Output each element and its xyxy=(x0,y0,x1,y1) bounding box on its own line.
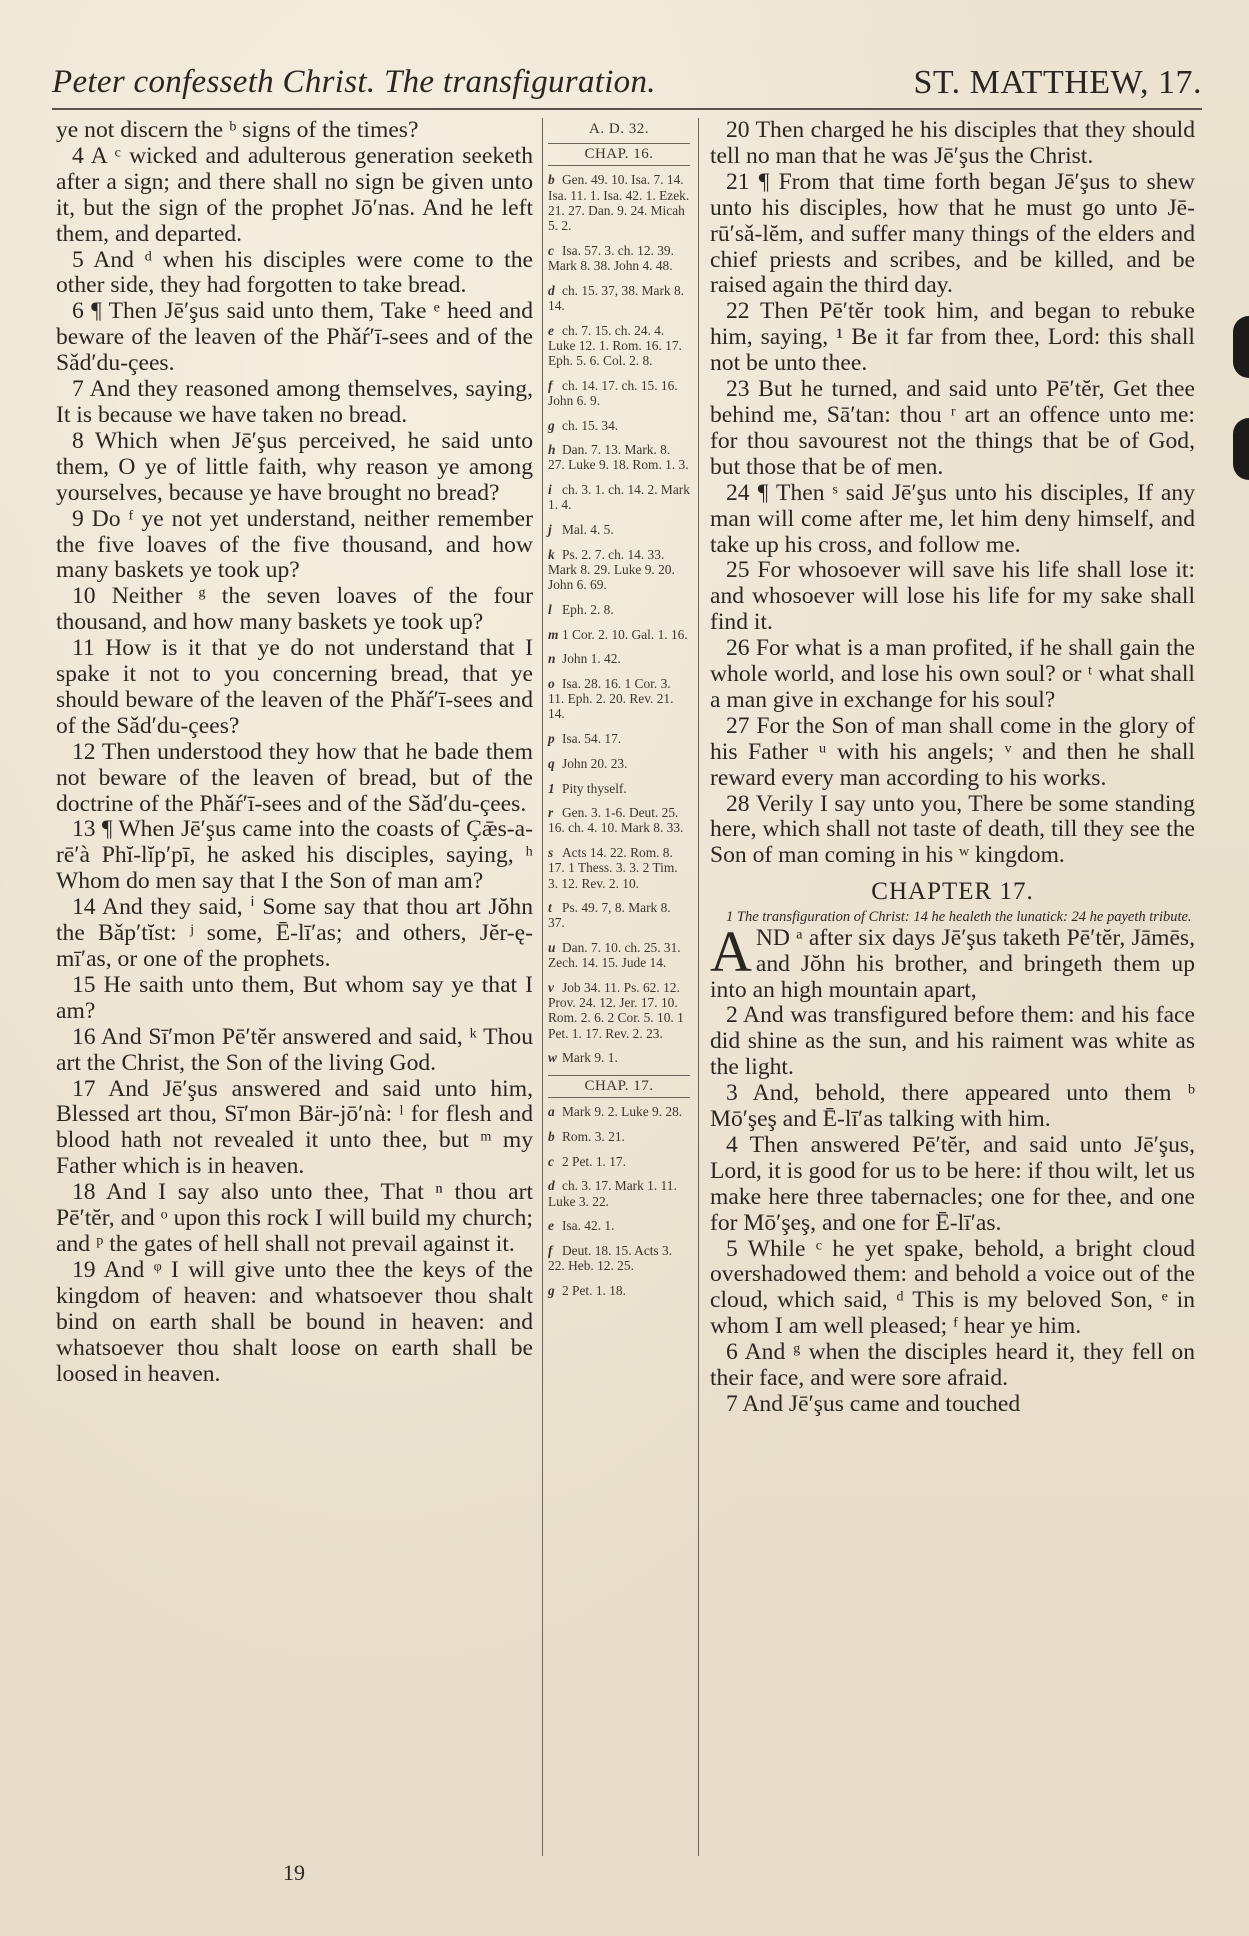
cross-reference-citation: John 20. 23. xyxy=(562,755,628,771)
cross-reference-citation: Rom. 3. 21. xyxy=(562,1128,625,1144)
cross-reference-letter: e xyxy=(548,1218,554,1234)
cross-reference-citation: ch. 3. 1. ch. 14. 2. Mark 1. 4. xyxy=(548,482,690,513)
left-text-column xyxy=(56,118,533,1387)
cross-reference-citation: Mal. 4. 5. xyxy=(562,522,614,538)
cross-reference-letter: b xyxy=(548,172,555,188)
cross-reference xyxy=(548,900,690,930)
verse-paragraph: 5 While ᶜ he yet spake, behold, a bright cloud overshadowed them: and behold a voice out of the cloud, which said, ᵈ This is my beloved Son, ᵉ in whom I am well pleased; ᶠ hear ye him. xyxy=(710,1235,1195,1340)
drop-cap: A xyxy=(710,918,752,984)
cross-reference xyxy=(548,1243,690,1273)
cross-reference xyxy=(548,940,690,970)
cross-reference xyxy=(548,418,690,433)
first-verse-text: ND ᵃ after six days Jē′şus taketh Pē′tĕr, Jāmēs, and Jŏhn his brother, and bringeth them up into an high mountain apart, xyxy=(710,924,1195,1003)
cross-reference-column xyxy=(548,118,690,1308)
cross-reference-citation: Ps. 49. 7, 8. Mark 8. 37. xyxy=(548,900,671,931)
cross-reference-letter: h xyxy=(548,442,556,458)
cross-reference xyxy=(548,756,690,771)
cross-reference xyxy=(548,676,690,722)
verse-paragraph: 7 And Jē′şus came and touched xyxy=(726,1391,1021,1417)
cross-reference-citation: Mark 9. 2. Luke 9. 28. xyxy=(562,1104,683,1120)
verse-paragraph: 6 And ᵍ when the disciples heard it, they fell on their face, and were sore afraid. xyxy=(710,1339,1195,1392)
cross-reference-letter: t xyxy=(548,900,552,916)
verse-paragraph: 10 Neither ᵍ the seven loaves of the four thousand, and how many baskets ye took up? xyxy=(56,583,533,636)
cross-reference-letter: g xyxy=(548,1282,555,1298)
cross-reference xyxy=(548,627,690,642)
verse-paragraph: 25 For whosoever will save his life shall lose it: and whosoever will lose his life for my sake shall find it. xyxy=(710,557,1195,636)
verse-paragraph: 9 Do ᶠ ye not yet understand, neither remember the five loaves of the five thousand, and how many baskets ye took up? xyxy=(56,505,533,584)
verse-paragraph: 8 Which when Jē′şus perceived, he said unto them, O ye of little faith, why reason ye among yourselves, because ye have brought no bread? xyxy=(56,427,533,506)
verse-paragraph: 24 ¶ Then ˢ said Jē′şus unto his disciples, If any man will come after me, let him deny himself, and take up his cross, and follow me. xyxy=(710,479,1195,558)
cross-reference-letter: f xyxy=(548,377,553,393)
verse-paragraph: 4 Then answered Pē′tĕr, and said unto Jē′şus, Lord, it is good for us to be here: if thou wilt, let us make here three tabernacles; one for thee, and one for Mō′şeş, and one for Ē-lī′as. xyxy=(710,1131,1195,1236)
cross-reference-citation: Deut. 18. 15. Acts 3. 22. Heb. 12. 25. xyxy=(548,1242,673,1274)
margin-chapter-17-label: CHAP. 17. xyxy=(548,1075,690,1098)
verse-paragraph: 2 And was transfigured before them: and his face did shine as the sun, and his raiment was white as the light. xyxy=(710,1002,1195,1081)
running-head xyxy=(52,64,1202,110)
chapter-summary: 1 The transfiguration of Christ: 14 he healeth the lunatick: 24 he payeth tribute. xyxy=(726,909,1192,926)
verse-paragraph: 15 He saith unto them, But whom say ye that I am? xyxy=(56,971,533,1024)
cross-reference-citation: Isa. 57. 3. ch. 12. 39. Mark 8. 38. John 4. 48. xyxy=(548,242,674,273)
verse-paragraph: 13 ¶ When Jē′şus came into the coasts of Çǣs-a-rē′à Phĭ-lĭp′pī, he asked his disciples, saying, ʰ Whom do men say that I the Son of man am? xyxy=(56,816,533,895)
margin-refs-17 xyxy=(548,1104,690,1298)
cross-reference-letter: c xyxy=(548,1153,554,1169)
cross-reference-citation: Ps. 2. 7. ch. 14. 33. Mark 8. 29. Luke 9. 20. John 6. 69. xyxy=(548,546,675,593)
verse-paragraph: 18 And I say also unto thee, That ⁿ thou art Pē′tĕr, and ᵒ upon this rock I will build my church; and ᵖ the gates of hell shall not prevail against it. xyxy=(56,1179,533,1257)
cross-reference-citation: Gen. 3. 1-6. Deut. 25. 16. ch. 4. 10. Mark 8. 33. xyxy=(548,805,684,836)
cross-reference xyxy=(548,283,690,313)
cross-reference-letter: b xyxy=(548,1128,555,1144)
cross-reference xyxy=(548,1218,690,1233)
cross-reference xyxy=(548,1154,690,1169)
cross-reference xyxy=(548,482,690,512)
cross-reference xyxy=(548,1104,690,1119)
verse-paragraph: 27 For the Son of man shall come in the glory of his Father ᵘ with his angels; ᵛ and then he shall reward every man according to his works. xyxy=(710,712,1195,791)
cross-reference-citation: ch. 15. 37, 38. Mark 8. 14. xyxy=(548,282,684,313)
thumb-index-tab-lower xyxy=(1233,418,1249,480)
cross-reference-citation: Acts 14. 22. Rom. 8. 17. 1 Thess. 3. 3. 2 Tim. 3. 12. Rev. 2. 10. xyxy=(548,845,678,891)
cross-reference xyxy=(548,1050,690,1065)
verse-paragraph: 16 And Sī′mon Pē′tĕr answered and said, ᵏ Thou art the Christ, the Son of the living God. xyxy=(56,1023,533,1076)
cross-reference-citation: 2 Pet. 1. 18. xyxy=(562,1282,626,1298)
cross-reference xyxy=(548,172,690,233)
chapter-heading: CHAPTER 17. xyxy=(871,878,1034,906)
cross-reference-letter: e xyxy=(548,322,554,338)
cross-reference xyxy=(548,781,690,796)
cross-reference-citation: 1 Cor. 2. 10. Gal. 1. 16. xyxy=(562,626,688,642)
cross-reference-citation: ch. 7. 15. ch. 24. 4. Luke 12. 1. Rom. 16. 17. Eph. 5. 6. Col. 2. 8. xyxy=(548,322,682,368)
cross-reference-citation: Eph. 2. 8. xyxy=(562,601,614,617)
cross-reference-letter: d xyxy=(548,1178,555,1194)
cross-reference-letter: a xyxy=(548,1104,555,1120)
cross-reference-letter: p xyxy=(548,731,555,747)
running-head-right: ST. MATTHEW, 17. xyxy=(913,64,1202,101)
cross-reference xyxy=(548,602,690,617)
cross-reference xyxy=(548,805,690,835)
right-text-column xyxy=(710,118,1195,1418)
verse-paragraph: 21 ¶ From that time forth began Jē′şus to shew unto his disciples, how that he must go unto Jē-rū′sǎ-lĕm, and suffer many things of the elders and chief priests and scribes, and be killed, and be raised again the third day. xyxy=(710,168,1195,299)
cross-reference-citation: Job 34. 11. Ps. 62. 12. Prov. 24. 12. Jer. 17. 10. Rom. 2. 6. 2 Cor. 5. 10. 1 Pet. 1. 17. Rev. 2. 23. xyxy=(548,980,684,1041)
cross-reference-letter: g xyxy=(548,417,555,433)
cross-reference-citation: Mark 9. 1. xyxy=(562,1050,618,1066)
verse-paragraph: 4 A ᶜ wicked and adulterous generation seeketh after a sign; and there shall no sign be given unto it, but the sign of the prophet Jō′nas. And he left them, and departed. xyxy=(56,142,533,247)
page-number: 19 xyxy=(283,1860,305,1885)
cross-reference-letter: s xyxy=(548,845,554,861)
verse-paragraph: 3 And, behold, there appeared unto them ᵇ Mō′şeş and Ē-lī′as talking with him. xyxy=(710,1080,1195,1133)
cross-reference-citation: Isa. 54. 17. xyxy=(562,731,622,747)
cross-reference-letter: k xyxy=(548,546,555,562)
running-head-left: Peter confesseth Christ. The transfiguration. xyxy=(52,64,656,100)
cross-reference-letter: j xyxy=(548,522,552,538)
cross-reference-letter: m xyxy=(548,626,559,642)
cross-reference-citation: Isa. 42. 1. xyxy=(562,1218,615,1234)
cross-reference-letter: f xyxy=(548,1242,553,1258)
cross-reference-letter: o xyxy=(548,675,555,691)
cross-reference xyxy=(548,1283,690,1298)
cross-reference-letter: v xyxy=(548,980,554,996)
margin-refs-16 xyxy=(548,172,690,1065)
cross-reference-citation: John 1. 42. xyxy=(562,651,621,667)
verse-paragraph: 6 ¶ Then Jē′şus said unto them, Take ᵉ heed and beware of the leaven of the Phǎŕ′ī-sees and of the Sǎd′du-çees. xyxy=(56,298,533,377)
cross-reference xyxy=(548,651,690,666)
cross-reference xyxy=(548,1178,690,1208)
cross-reference xyxy=(548,522,690,537)
right-verses-ch17 xyxy=(710,1003,1195,1418)
cross-reference xyxy=(548,980,690,1041)
cross-reference-citation: ch. 3. 17. Mark 1. 11. Luke 3. 22. xyxy=(548,1178,677,1209)
column-rule-left xyxy=(542,118,543,1856)
verse-paragraph: 7 And they reasoned among themselves, saying, It is because we have taken no bread. xyxy=(56,376,533,428)
verse-paragraph: 12 Then understood they how that he bade them not beware of the leaven of bread, but of the doctrine of the Phǎŕ′ī-sees and of the Sǎd′du-çees. xyxy=(56,738,533,817)
cross-reference xyxy=(548,378,690,408)
cross-reference-citation: 2 Pet. 1. 17. xyxy=(562,1153,626,1169)
chapter-first-verse xyxy=(710,918,1195,1004)
verse-paragraph: 17 And Jē′şus answered and said unto him, Blessed art thou, Sī′mon Bär-jō′nà: ˡ for flesh and blood hath not revealed it unto thee, but ᵐ my Father which is in heaven. xyxy=(56,1075,533,1180)
verse-paragraph: 28 Verily I say unto you, There be some standing here, which shall not taste of death, till they see the Son of man coming in his ʷ kingdom. xyxy=(710,790,1195,869)
cross-reference xyxy=(548,845,690,891)
verse-paragraph: ye not discern the ᵇ signs of the times? xyxy=(56,117,419,143)
cross-reference-letter: u xyxy=(548,940,556,956)
cross-reference xyxy=(548,547,690,593)
cross-reference-citation: ch. 14. 17. ch. 15. 16. John 6. 9. xyxy=(548,377,678,408)
verse-paragraph: 11 How is it that ye do not understand that I spake it not to you concerning bread, that ye should beware of the leaven of the Phǎŕ′ī-sees and of the Sǎd′du-çees? xyxy=(56,635,533,739)
cross-reference-letter: r xyxy=(548,805,554,821)
cross-reference-letter: d xyxy=(548,282,555,298)
right-verses-ch16 xyxy=(710,118,1195,869)
verse-paragraph: 22 Then Pē′tĕr took him, and began to rebuke him, saying, ¹ Be it far from thee, Lord: this shall not be unto thee. xyxy=(710,298,1195,377)
verse-paragraph: 23 But he turned, and said unto Pē′tĕr, Get thee behind me, Sā′tan: thou ʳ art an offence unto me: for thou savourest not the things that be of God, but those that be of men. xyxy=(710,376,1195,480)
cross-reference-citation: Dan. 7. 10. ch. 25. 31. Zech. 14. 15. Jude 14. xyxy=(548,940,681,971)
verse-paragraph: 26 For what is a man profited, if he shall gain the whole world, and lose his own soul? or ᵗ what shall a man give in exchange for his soul? xyxy=(710,635,1195,713)
verse-paragraph: 20 Then charged he his disciples that they should tell no man that he was Jē′şus the Christ. xyxy=(710,117,1195,169)
cross-reference-letter: n xyxy=(548,651,556,667)
cross-reference xyxy=(548,323,690,369)
margin-year: A. D. 32. xyxy=(589,121,649,137)
column-rule-right xyxy=(698,118,699,1856)
cross-reference-citation: Pity thyself. xyxy=(562,780,627,796)
margin-chapter-16-label: CHAP. 16. xyxy=(548,143,690,166)
cross-reference-letter: q xyxy=(548,755,555,771)
cross-reference xyxy=(548,243,690,273)
cross-reference xyxy=(548,1129,690,1144)
cross-reference-letter: c xyxy=(548,242,554,258)
cross-reference-citation: ch. 15. 34. xyxy=(562,417,619,433)
cross-reference-letter: 1 xyxy=(548,780,555,796)
cross-reference xyxy=(548,731,690,746)
thumb-index-tab-upper xyxy=(1233,316,1249,378)
cross-reference-citation: Gen. 49. 10. Isa. 7. 14. Isa. 11. 1. Isa. 42. 1. Ezek. 21. 27. Dan. 9. 24. Micah 5. 2. xyxy=(548,172,690,234)
cross-reference-letter: w xyxy=(548,1050,557,1066)
cross-reference xyxy=(548,442,690,472)
verse-paragraph: 14 And they said, ⁱ Some say that thou art Jŏhn the Bǎp′tĭst: ʲ some, Ē-lī′as; and others, Jĕr-ę-mī′as, or one of the prophets. xyxy=(56,894,533,972)
cross-reference-citation: Dan. 7. 13. Mark. 8. 27. Luke 9. 18. Rom. 1. 3. xyxy=(548,442,689,473)
verse-paragraph: 19 And ᵠ I will give unto thee the keys of the kingdom of heaven: and whatsoever thou shalt bind on earth shall be bound in heaven: and whatsoever thou shalt loose on earth shall be loosed in heaven. xyxy=(56,1256,533,1387)
verse-paragraph: 5 And ᵈ when his disciples were come to the other side, they had forgotten to take bread. xyxy=(56,246,533,299)
cross-reference-citation: Isa. 28. 16. 1 Cor. 3. 11. Eph. 2. 20. Rev. 21. 14. xyxy=(548,675,674,722)
cross-reference-letter: i xyxy=(548,482,552,498)
cross-reference-letter: l xyxy=(548,601,552,617)
